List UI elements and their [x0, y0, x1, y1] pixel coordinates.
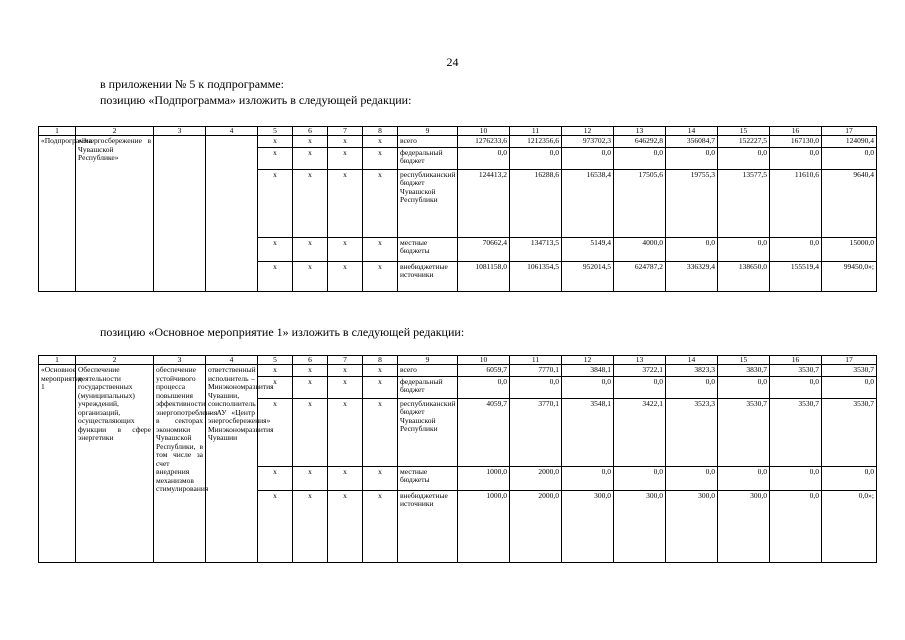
- amount-cell: 0,0: [770, 466, 822, 490]
- header-cell: 16: [770, 356, 822, 365]
- code-cell: х: [363, 376, 398, 398]
- amount-cell: 124090,4: [822, 136, 877, 148]
- header-cell: 12: [562, 127, 614, 136]
- amount-cell: 4059,7: [458, 398, 510, 466]
- header-cell: 9: [398, 356, 458, 365]
- amount-cell: 0,0: [562, 466, 614, 490]
- intro-line-subprogram: позицию «Подпрограмма» изложить в следующей редакции:: [100, 93, 412, 107]
- header-row: [39, 127, 877, 136]
- funding-source-cell: внебюджетные источники: [398, 490, 458, 562]
- amount-cell: 0,0: [614, 147, 666, 169]
- header-cell: 5: [258, 356, 293, 365]
- amount-cell: 1000,0: [458, 466, 510, 490]
- code-cell: х: [258, 147, 293, 169]
- code-cell: х: [328, 169, 363, 237]
- amount-cell: 0,0: [770, 237, 822, 261]
- header-cell: 4: [206, 356, 258, 365]
- amount-cell: 3830,7: [718, 365, 770, 377]
- header-cell: 15: [718, 127, 770, 136]
- code-cell: х: [293, 261, 328, 291]
- amount-cell: 6059,7: [458, 365, 510, 377]
- code-cell: х: [363, 261, 398, 291]
- amount-cell: 0,0: [718, 147, 770, 169]
- item-name-cell: Обеспечение деятельности государственных (муниципальных) учреждений, организаций, осуществляющих функции в сфере энергетики: [76, 365, 154, 563]
- funding-source-cell: местные бюджеты: [398, 466, 458, 490]
- code-cell: х: [328, 136, 363, 148]
- amount-cell: 0,0: [770, 147, 822, 169]
- amount-cell: 1212356,6: [510, 136, 562, 148]
- item-status-cell: «Подпрограмма: [39, 136, 76, 292]
- amount-cell: 0,0: [562, 376, 614, 398]
- amount-cell: 3722,1: [614, 365, 666, 377]
- code-cell: х: [328, 490, 363, 562]
- amount-cell: 5149,4: [562, 237, 614, 261]
- code-cell: х: [258, 376, 293, 398]
- code-cell: х: [293, 376, 328, 398]
- goal-cell: обеспечение устойчивого процесса повышения эффективности энергопотребления в секторах экономики Чувашской Республики, в том числе за счет внедрения механизмов стимулирования: [154, 365, 206, 563]
- amount-cell: 13577,5: [718, 169, 770, 237]
- code-cell: х: [293, 365, 328, 377]
- amount-cell: 17505,6: [614, 169, 666, 237]
- intro-line-main-activity: позицию «Основное мероприятие 1» изложить в следующей редакции:: [100, 325, 465, 339]
- header-cell: 17: [822, 127, 877, 136]
- amount-cell: 138650,0: [718, 261, 770, 291]
- amount-cell: 0,0: [666, 147, 718, 169]
- amount-cell: 0,0: [614, 466, 666, 490]
- code-cell: х: [293, 169, 328, 237]
- header-row: [39, 356, 877, 365]
- code-cell: х: [258, 136, 293, 148]
- funding-source-cell: федеральный бюджет: [398, 147, 458, 169]
- code-cell: х: [258, 398, 293, 466]
- amount-cell: 3548,1: [562, 398, 614, 466]
- funding-source-cell: федеральный бюджет: [398, 376, 458, 398]
- table-row: [39, 365, 877, 377]
- header-cell: 1: [39, 127, 76, 136]
- amount-cell: 0,0: [510, 147, 562, 169]
- amount-cell: 134713,5: [510, 237, 562, 261]
- code-cell: х: [328, 376, 363, 398]
- header-cell: 17: [822, 356, 877, 365]
- amount-cell: 3530,7: [822, 398, 877, 466]
- amount-cell: 3530,7: [822, 365, 877, 377]
- funding-source-cell: республиканский бюджет Чувашской Республики: [398, 398, 458, 466]
- header-cell: 14: [666, 127, 718, 136]
- header-cell: 14: [666, 356, 718, 365]
- code-cell: х: [363, 147, 398, 169]
- code-cell: х: [363, 136, 398, 148]
- header-cell: 7: [328, 127, 363, 136]
- code-cell: х: [328, 398, 363, 466]
- amount-cell: 300,0: [562, 490, 614, 562]
- amount-cell: 3530,7: [718, 398, 770, 466]
- code-cell: х: [363, 490, 398, 562]
- amount-cell: 11610,6: [770, 169, 822, 237]
- code-cell: х: [363, 365, 398, 377]
- amount-cell: 0,0: [770, 376, 822, 398]
- code-cell: х: [293, 147, 328, 169]
- code-cell: х: [328, 147, 363, 169]
- funding-source-cell: республиканский бюджет Чувашской Республики: [398, 169, 458, 237]
- header-cell: 12: [562, 356, 614, 365]
- table-row: [39, 136, 877, 148]
- amount-cell: 0,0: [822, 376, 877, 398]
- amount-cell: 0,0: [666, 466, 718, 490]
- header-cell: 16: [770, 127, 822, 136]
- header-cell: 8: [363, 356, 398, 365]
- amount-cell: 0,0: [458, 147, 510, 169]
- funding-source-cell: местные бюджеты: [398, 237, 458, 261]
- code-cell: х: [258, 466, 293, 490]
- header-cell: 2: [76, 356, 154, 365]
- amount-cell: 0,0: [666, 237, 718, 261]
- amount-cell: 1000,0: [458, 490, 510, 562]
- amount-cell: 0,0: [458, 376, 510, 398]
- amount-cell: 0,0: [614, 376, 666, 398]
- intro-line-appendix: в приложении № 5 к подпрограмме:: [100, 77, 284, 91]
- code-cell: х: [258, 365, 293, 377]
- amount-cell: 336329,4: [666, 261, 718, 291]
- amount-cell: 0,0: [666, 376, 718, 398]
- code-cell: х: [363, 237, 398, 261]
- amount-cell: 4000,0: [614, 237, 666, 261]
- amount-cell: 124413,2: [458, 169, 510, 237]
- amount-cell: 1081158,0: [458, 261, 510, 291]
- code-cell: х: [293, 136, 328, 148]
- header-cell: 6: [293, 356, 328, 365]
- code-cell: х: [258, 237, 293, 261]
- funding-source-cell: всего: [398, 136, 458, 148]
- amount-cell: 0,0: [822, 147, 877, 169]
- responsible-cell: [206, 136, 258, 292]
- amount-cell: 973702,3: [562, 136, 614, 148]
- header-cell: 9: [398, 127, 458, 136]
- header-cell: 3: [154, 356, 206, 365]
- amount-cell: 646292,8: [614, 136, 666, 148]
- item-name-cell: «Энергосбережение в Чувашской Республике»: [76, 136, 154, 292]
- amount-cell: 300,0: [614, 490, 666, 562]
- header-cell: 4: [206, 127, 258, 136]
- funding-source-cell: внебюджетные источники: [398, 261, 458, 291]
- amount-cell: 15000,0: [822, 237, 877, 261]
- amount-cell: 300,0: [666, 490, 718, 562]
- header-cell: 11: [510, 356, 562, 365]
- amount-cell: 152227,5: [718, 136, 770, 148]
- amount-cell: 0,0: [770, 490, 822, 562]
- amount-cell: 3530,7: [770, 398, 822, 466]
- amount-cell: 0,0: [718, 237, 770, 261]
- amount-cell: 0,0: [718, 466, 770, 490]
- header-cell: 8: [363, 127, 398, 136]
- header-cell: 10: [458, 356, 510, 365]
- code-cell: х: [363, 169, 398, 237]
- header-cell: 13: [614, 127, 666, 136]
- amount-cell: 7770,1: [510, 365, 562, 377]
- code-cell: х: [293, 237, 328, 261]
- amount-cell: 16538,4: [562, 169, 614, 237]
- amount-cell: 3848,1: [562, 365, 614, 377]
- header-cell: 7: [328, 356, 363, 365]
- amount-cell: 19755,3: [666, 169, 718, 237]
- amount-cell: 3422,1: [614, 398, 666, 466]
- amount-cell: 3523,3: [666, 398, 718, 466]
- amount-cell: 0,0: [562, 147, 614, 169]
- amount-cell: 3770,1: [510, 398, 562, 466]
- amount-cell: 2000,0: [510, 490, 562, 562]
- header-cell: 15: [718, 356, 770, 365]
- amount-cell: 0,0: [510, 376, 562, 398]
- header-cell: 3: [154, 127, 206, 136]
- funding-source-cell: всего: [398, 365, 458, 377]
- code-cell: х: [258, 261, 293, 291]
- amount-cell: 1276233,6: [458, 136, 510, 148]
- header-cell: 10: [458, 127, 510, 136]
- amount-cell: 300,0: [718, 490, 770, 562]
- header-cell: 6: [293, 127, 328, 136]
- main-activity-table: [38, 355, 877, 563]
- code-cell: х: [293, 490, 328, 562]
- goal-cell: [154, 136, 206, 292]
- page-number: 24: [446, 55, 459, 69]
- amount-cell: 952014,5: [562, 261, 614, 291]
- code-cell: х: [293, 466, 328, 490]
- amount-cell: 0,0: [822, 466, 877, 490]
- amount-cell: 155519,4: [770, 261, 822, 291]
- amount-cell: 167130,0: [770, 136, 822, 148]
- code-cell: х: [363, 466, 398, 490]
- code-cell: х: [293, 398, 328, 466]
- amount-cell: 9640,4: [822, 169, 877, 237]
- responsible-cell: ответственный исполнитель – Минэкономразвития Чувашии, соисполнитель – АУ «Центр энергосбережения» Минэкономразвития Чувашии: [206, 365, 258, 563]
- amount-cell: 624787,2: [614, 261, 666, 291]
- code-cell: х: [328, 237, 363, 261]
- amount-cell: 0,0: [718, 376, 770, 398]
- amount-cell: 99450,0»;: [822, 261, 877, 291]
- code-cell: х: [258, 169, 293, 237]
- header-cell: 1: [39, 356, 76, 365]
- amount-cell: 0,0»;: [822, 490, 877, 562]
- amount-cell: 16288,6: [510, 169, 562, 237]
- header-cell: 5: [258, 127, 293, 136]
- amount-cell: 70662,4: [458, 237, 510, 261]
- item-status-cell: «Основное мероприятие 1: [39, 365, 76, 563]
- code-cell: х: [363, 398, 398, 466]
- code-cell: х: [328, 261, 363, 291]
- code-cell: х: [328, 365, 363, 377]
- header-cell: 13: [614, 356, 666, 365]
- amount-cell: 2000,0: [510, 466, 562, 490]
- amount-cell: 3823,3: [666, 365, 718, 377]
- header-cell: 2: [76, 127, 154, 136]
- code-cell: х: [258, 490, 293, 562]
- header-cell: 11: [510, 127, 562, 136]
- amount-cell: 356084,7: [666, 136, 718, 148]
- amount-cell: 1061354,5: [510, 261, 562, 291]
- code-cell: х: [328, 466, 363, 490]
- amount-cell: 3530,7: [770, 365, 822, 377]
- subprogram-table: [38, 126, 877, 292]
